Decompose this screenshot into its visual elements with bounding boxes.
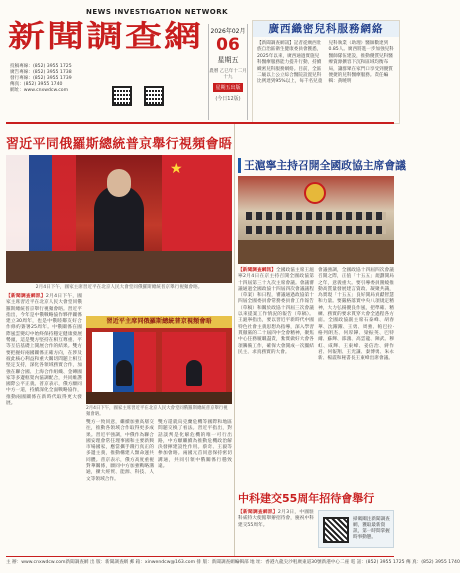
article-text: 2月3日，中國駐科威特大使館舉辦招待會，慶祝中科建交55周年。	[238, 510, 314, 528]
qr-ad-box	[318, 510, 394, 548]
person-figure	[186, 360, 202, 386]
article-column: 雙方還就烏克蘭危機等國際和地區問題交換了看法。習近平指出，對話談判是化解危機的唯一可行出路，中方願繼續為推動危機政治解決發揮建設性作用。蔡奇、王毅等參加會晤。兩國元首同意保持密切溝通，共同引領中俄關係行穩致遠。	[158, 420, 232, 470]
article-column: 會議強調，全國政協十四屆四次會議召開之際，正值「十五五」規劃開局之年，意義重大。要引導委員圍繞推動高質量發展建言資政、凝聚共識，為實現「十五五」良好開局貢獻智慧和力量。要嚴格落實中央八項規定精神，大力弘揚優良作風，把準確、精練、務實的要求貫穿大會全過程各方面。全國政協副主席石泰峰、胡春華、沈躍躍、王勇、周強、帕巴拉·格列朗杰、何厚鏵、梁振英、巴特爾、蘇輝、邵鴻、高雲龍、陳武、穆虹、咸輝、王東峰、姜信治、蔣作君、何報翔、王光謙、秦博勇、朱永新、楊震和秘書長王東峰出席會議。	[318, 268, 394, 362]
conference-table	[238, 240, 394, 264]
qr-ad-text: 掃碼關注新聞調查網，獲取最新資訊，第一時間掌握時事動態。	[353, 517, 390, 540]
desk	[6, 251, 232, 283]
date-day: 06	[216, 35, 240, 55]
divider-rule	[6, 122, 394, 124]
article-body: 【新聞調查網訊】記者從廣西壯族自治區衛生健康委員會獲悉，2025年以來，廣西通過實施兒科醫療服務能力提升行動，持續織密兒科服務網絡。目前，全區二級以上公立綜合醫院設置兒科比例達到95%以上，每千名兒童兒科執業（助理）醫師數達到0.85人。廣西將進一步加強兒科醫師隊伍建設，推動優質兒科醫療資源擴容下沉和區域均衡布局，讓群眾在家門口享受到優質便捷的兒科醫療服務。責任編輯：黃曉明	[257, 41, 394, 85]
qr-code-icon	[323, 517, 349, 543]
stage-base	[86, 392, 232, 404]
meeting-banner: 習近平主席同俄羅斯總統普京視頻會晤	[86, 316, 232, 328]
emblem-icon	[304, 182, 326, 204]
contact-line: 投稿專線：(852) 3955 1725	[10, 64, 72, 69]
person-figure	[116, 360, 132, 386]
page-footer: 主 辦：www.cnxwdcw.com新聞調查網 出 版：新聞調查網 郵 箱：xinwendcw@163.com 排 版：新聞調查網編輯部 地 址：香港九龍尖沙咀廣東道30號新港中心二座 電 話：(852) 3955 1725 傳 真：(852) 3955 1740	[6, 556, 394, 568]
article-column	[6, 294, 82, 546]
english-title: NEWS INVESTIGATION NETWORK	[86, 8, 229, 16]
date-year-month: 2026年02月	[210, 28, 246, 35]
photo-caption: 2月4日下午，國家主席習近平在北京人民大會堂同俄羅斯總統普京舉行視頻會晤。	[35, 285, 203, 290]
article-column	[238, 268, 314, 486]
article-text: 全國政協主席王滬寧2月4日在京主持召開全國政協第十四屆第三十九次主席會議。會議審議通過全國政協十四屆四次會議議程（草案）和日程，審議通過政協第十四屆全國委員會常務委員會工作報告（草稿）和關於政協十四屆三次會議以來提案工作情況的報告（草稿）。王滬寧指出，要以習近平新時代中國特色社會主義思想為指導，深入學習貫徹黨的二十屆四中全會精神，聚焦中心任務履職盡責，紮實做好大會各項籌備工作，確保大會開成一次團結民主、求真務實的大會。	[238, 268, 314, 355]
top-right-article	[252, 20, 400, 124]
photo-caption: 2月4日下午，國家主席習近平在北京人民大會堂同俄羅斯總統普京舉行視頻會晤。	[86, 406, 228, 417]
page-count: (今日12版)	[215, 96, 241, 102]
publish-tag: 星期五出版	[213, 83, 243, 92]
reception-headline[interactable]: 中科建交55周年招待會舉行	[238, 492, 375, 505]
article-title: 廣西織密兒科服務網絡	[253, 21, 399, 37]
contact-line: 傳真：(852) 3955 1740	[10, 82, 63, 87]
contact-info	[10, 64, 106, 94]
column-divider	[234, 124, 235, 556]
masthead	[6, 6, 394, 118]
main-headline[interactable]: 習近平同俄羅斯總統普京舉行視頻會晤	[6, 137, 233, 152]
contact-line: 發行專線：(852) 3955 1739	[10, 76, 72, 81]
contact-line: 廣告專線：(852) 3955 1738	[10, 70, 72, 75]
seated-row	[246, 212, 386, 220]
article-lead: 【新聞調查網訊】	[238, 510, 278, 515]
qr-code-icon	[112, 86, 132, 106]
seated-row	[246, 226, 386, 234]
weekday: 星期五	[217, 56, 239, 64]
cppcc-headline[interactable]: 王滬寧主持召開全國政協主席會議	[238, 158, 394, 173]
article-column: 雙方一致同意，繼續加強高層交往，推動各領域合作取得更多成果。習近平強調，中俄作為聯合國安理會常任理事國和主要新興市場國家，應當攜手踐行真正的多邊主義，推動構建人類命運共同體。普京表示，俄方高度重視對華關係，願同中方加強戰略溝通，擴大經貿、能源、科技、人文等領域合作。	[86, 420, 154, 482]
qr-code-icon	[144, 86, 164, 106]
summit-photo	[6, 155, 232, 283]
person-head	[107, 169, 131, 197]
video-meeting-photo	[86, 316, 232, 404]
contact-line: 網址：www.cnxwdcw.com	[10, 88, 69, 93]
newspaper-logo: 新聞調查網	[8, 18, 203, 55]
date-box	[208, 24, 248, 120]
lunar-date: 農曆 乙巳年十二月十九	[209, 69, 247, 80]
cppcc-meeting-photo	[238, 176, 394, 264]
article-text: 2月4日下午，國家主席習近平在北京人民大會堂同俄羅斯總統普京舉行視頻會晤。習近平指出，今年是中俄戰略協作夥伴關係建立30周年，也是中俄睦鄰友好合作條約簽署25周年。中俄關係在國際風雲變幻中始終保持穩定健康發展勢頭，這是雙方堅持在相互尊重、平等互信基礎上開展合作的結果。雙方要把握好兩國關係正確方向，在涉及彼此核心利益和重大關切問題上相互堅定支持，深化各領域務實合作，加強在聯合國、上海合作組織、金磚國家等多邊框架內協調配合，共同維護國際公平正義。普京表示，俄方願同中方一道，持續深化全面戰略協作，推動兩國關係在新時代取得更大發展。	[6, 294, 82, 407]
article-column	[238, 510, 314, 548]
article-lead: 【新聞調查網訊】	[238, 268, 277, 273]
article-lead: 【新聞調查網訊】	[6, 294, 46, 299]
